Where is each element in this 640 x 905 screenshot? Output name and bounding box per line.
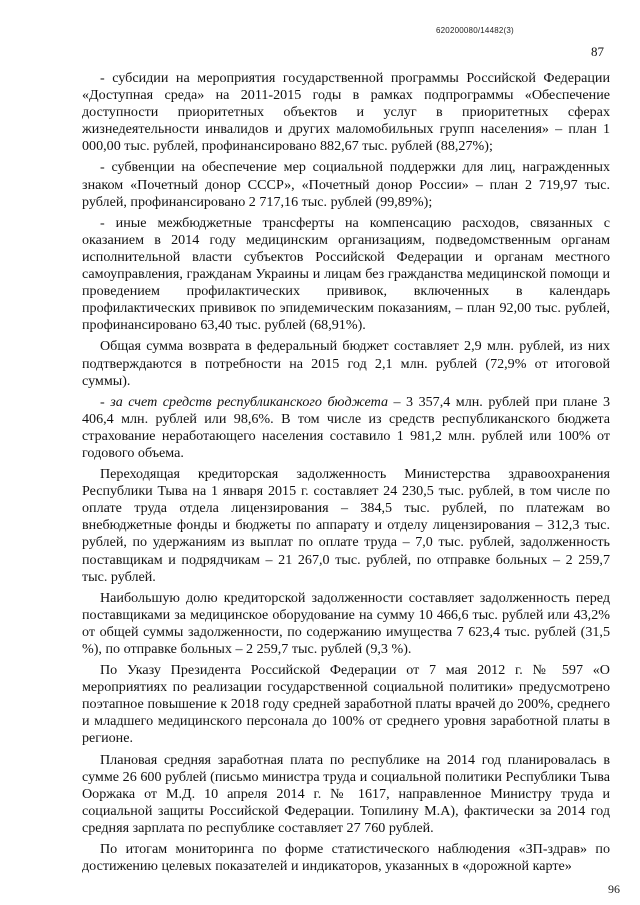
republic-budget-text: – 3 357,4 млн. рублей при плане 3 406,4 млн. рублей или 98,6%. В том числе из средств республиканского бюджета страхование неработающего населения составило 1 981,2 млн. рублей или 100% от годового объема. [82, 393, 610, 461]
paragraph-subsidies: - субсидии на мероприятия государственной программы Российской Федерации «Доступная среда» на 2011-2015 годы в рамках подпрограммы «Обеспечение доступности приоритетных объектов и услуг в приоритетных сферах жизнедеятельности инвалидов и других маломобильных групп населения» – план 1 000,00 тыс. рублей, профинансировано 882,67 тыс. рублей (88,27%); [82, 70, 610, 155]
republic-budget-heading: - за счет средств республиканского бюджета [100, 393, 388, 410]
paragraph-largest-debt: Наибольшую долю кредиторской задолженности составляет задолженность перед поставщиками за медицинское оборудование на сумму 10 466,6 тыс. рублей или 43,2% от общей суммы задолженности, по содержанию имущества 7 623,4 тыс. рублей (31,5 %), по отправке больных – 2 259,7 тыс. рублей (9,3 %). [82, 589, 610, 657]
paragraph-presidential-decree: По Указу Президента Российской Федерации от 7 мая 2012 г. № 597 «О мероприятиях по реализации государственной социальной политики» предусмотрено поэтапное повышение к 2018 году средней заработной платы врачей до 200%, среднего и младшего медицинского персонала до 100% от среднего уровня заработной платы в регионе. [82, 662, 610, 747]
paragraph-payables: Переходящая кредиторская задолженность Министерства здравоохранения Республики Тыва на 1 января 2015 г. составляет 24 230,5 тыс. рублей, в том числе по оплате труда отдела лицензирования – 384,5 тыс. рублей, по платежам во внебюджетные фонды и бюджеты по аппарату и отделу лицензирования – 312,3 тыс. рублей, по удержаниям из выплат по оплате труда – 7,0 тыс. рублей, задолженность поставщикам и подрядчикам – 21 267,0 тыс. рублей, по отправке больных – 2 259,7 тыс. рублей. [82, 466, 610, 585]
document-id: 620200080/14482(3) [436, 26, 514, 35]
paragraph-subventions: - субвенции на обеспечение мер социальной поддержки для лиц, награжденных знаком «Почетный донор СССР», «Почетный донор России» – план 2 719,97 тыс. рублей, профинансировано 2 717,16 тыс. рублей (99,89%); [82, 159, 610, 210]
page-number: 87 [591, 44, 604, 59]
paragraph-return-total: Общая сумма возврата в федеральный бюджет составляет 2,9 млн. рублей, из них подтверждаются в потребности на 2015 год 2,1 млн. рублей (72,9% от итоговой суммы). [82, 338, 610, 389]
paragraph-monitoring: По итогам мониторинга по форме статистического наблюдения «ЗП-здрав» по достижению целевых показателей и индикаторов, указанных в «дорожной карте» [82, 841, 610, 875]
document-body [82, 70, 610, 879]
paragraph-planned-salary: Плановая средняя заработная плата по республике на 2014 год планировалась в сумме 26 600 рублей (письмо министра труда и социальной политики Республики Тыва Ооржака от М.Д. 10 апреля 2014 г. № 1617, направленное Министру труда и социальной защиты Российской Федерации. Топилину М.А), фактически за 2014 год средняя зарплата по республике составляет 27 760 рублей. [82, 751, 610, 836]
paragraph-republic-budget [82, 394, 610, 462]
paragraph-transfers: - иные межбюджетные трансферты на компенсацию расходов, связанных с оказанием в 2014 году медицинским организациям, подведомственным органам исполнительной власти субъектов Российской Федерации и органам местного самоуправления, гражданам Украины и лицам без гражданства медицинской помощи и проведением профилактических прививок, включенных в календарь профилактических прививок по эпидемическим показаниям, – план 92,00 тыс. рублей, профинансировано 63,40 тыс. рублей (68,91%). [82, 214, 610, 334]
handwritten-page-mark: 96 [608, 882, 620, 896]
